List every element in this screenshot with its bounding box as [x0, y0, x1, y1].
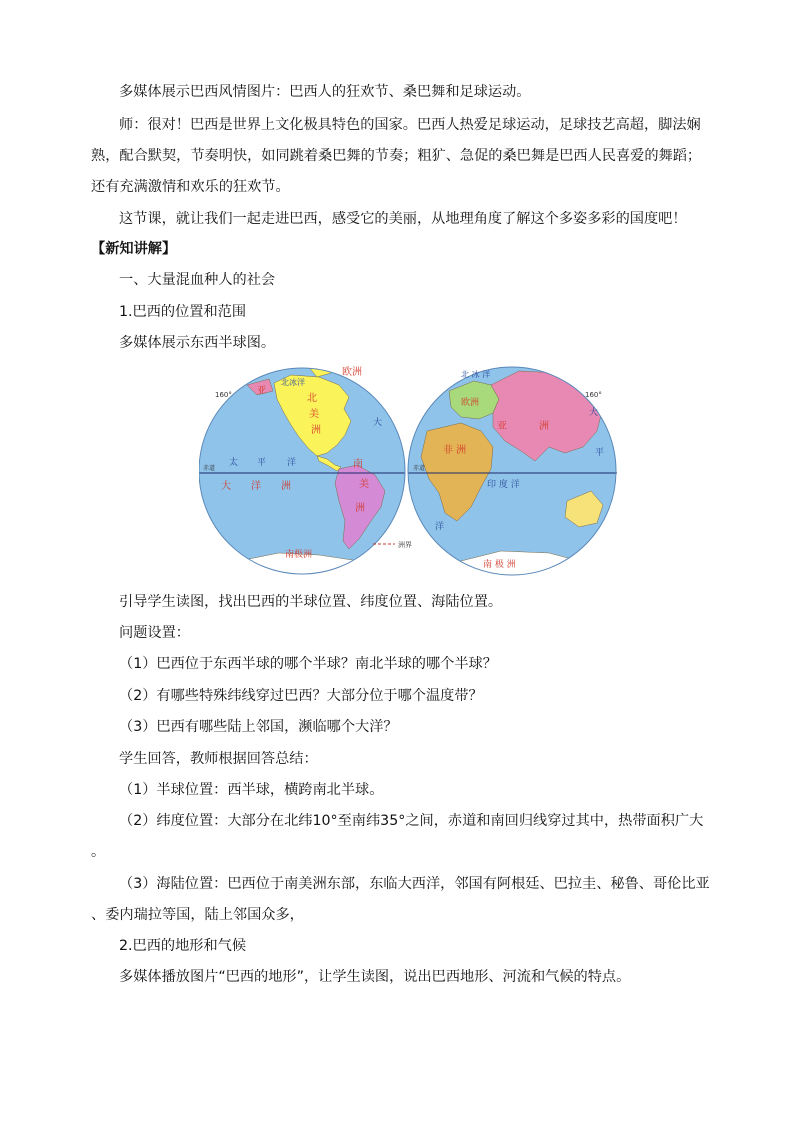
- answer-3-line2: 、委内瑞拉等国，陆上邻国众多，: [91, 907, 304, 923]
- paragraph-show-hemisphere-map: 多媒体展示东西半球图。: [119, 335, 276, 351]
- label-atlantic-east: 洋: [435, 522, 445, 532]
- paragraph-terrain-image: 多媒体播放图片“巴西的地形”，让学生读图，说出巴西地形、河流和气候的特点。: [119, 969, 631, 985]
- label-south-america-mei: 美: [359, 479, 369, 490]
- answer-2-line1: （2）纬度位置：大部分在北纬10°至南纬35°之间，赤道和南回归线穿过其中，热带面积广大: [119, 813, 704, 829]
- question-2: （2）有哪些特殊纬线穿过巴西？大部分位于哪个温度带？: [119, 688, 483, 704]
- label-africa: 非 洲: [443, 445, 467, 456]
- heading-terrain-climate: 2.巴西的地形和气候: [119, 938, 247, 954]
- label-south-america-zhou: 洲: [355, 503, 365, 514]
- label-atlantic-da: 大: [373, 418, 383, 428]
- boundary-legend: [373, 540, 412, 549]
- label-antarctica-west: 南极洲: [285, 550, 313, 560]
- label-north-america-mei: 美: [309, 409, 319, 420]
- label-pacific-yang: 洋: [287, 458, 297, 468]
- paragraph-intro: 这节课，就让我们一起走进巴西，感受它的美丽，从地理角度了解这个多姿多彩的国度吧！: [119, 211, 687, 227]
- paragraph-student-answer: 学生回答，教师根据回答总结：: [119, 751, 318, 767]
- label-oceania-zhou: 洲: [281, 481, 291, 492]
- label-europe-east: 欧洲: [461, 398, 480, 408]
- section-heading-new-knowledge: 【新知讲解】: [91, 241, 177, 257]
- label-oceania-da: 大: [221, 481, 231, 492]
- answer-1: （1）半球位置：西半球，横跨南北半球。: [119, 782, 384, 798]
- label-south: 南: [353, 459, 363, 470]
- label-arctic-ocean-west: 北冰洋: [281, 378, 305, 387]
- label-equator-west: 赤道: [203, 465, 216, 472]
- label-asia-east-ya: 亚: [497, 421, 507, 432]
- paragraph-teacher-line1: 师：很对！巴西是世界上文化极具特色的国家。巴西人热爱足球运动，足球技艺高超，脚法娴: [119, 117, 701, 133]
- question-1: （1）巴西位于东西半球的哪个半球？南北半球的哪个半球？: [119, 656, 497, 672]
- label-longitude-west: 160°: [215, 391, 232, 399]
- label-asia-east-zhou: 洲: [539, 421, 549, 432]
- boundary-legend-label: 洲界: [398, 541, 412, 549]
- label-oceania-yang: 洋: [251, 481, 261, 492]
- hemisphere-map: [199, 361, 619, 577]
- label-pacific-east-ping: 平: [595, 448, 605, 458]
- answer-2-line2: 。: [91, 844, 106, 860]
- heading-location-range: 1.巴西的位置和范围: [119, 304, 247, 320]
- paragraph-teacher-line3: 还有充满激情和欢乐的狂欢节。: [91, 179, 290, 195]
- heading-mixed-race-society: 一、大量混血种人的社会: [119, 272, 276, 288]
- paragraph-multimedia-brazil: 多媒体展示巴西风情图片：巴西人的狂欢节、桑巴舞和足球运动。: [119, 84, 531, 100]
- question-3: （3）巴西有哪些陆上邻国，濒临哪个大洋？: [119, 719, 398, 735]
- label-pacific-east-da: 大: [589, 408, 599, 418]
- answer-3-line1: （3）海陆位置：巴西位于南美洲东部，东临大西洋，邻国有阿根廷、巴拉圭、秘鲁、哥伦比亚: [119, 876, 710, 892]
- label-longitude-east: 160°: [585, 391, 602, 399]
- label-north: 北: [307, 393, 317, 404]
- label-pacific-ping: 平: [257, 458, 267, 468]
- label-north-america-zhou: 洲: [311, 425, 321, 436]
- label-equator-east: 赤道: [413, 465, 426, 472]
- label-antarctica-east: 南 极 洲: [483, 560, 516, 570]
- label-arctic-ocean-east: 北 冰 洋: [461, 370, 491, 379]
- label-europe-top: 欧洲: [342, 367, 362, 378]
- paragraph-teacher-line2: 熟，配合默契，节奏明快，如同跳着桑巴舞的节奏；粗犷、急促的桑巴舞是巴西人民喜爱的舞蹈；: [91, 148, 702, 164]
- paragraph-question-setting: 问题设置：: [119, 625, 190, 641]
- label-asia-west: 亚: [257, 386, 267, 396]
- label-indian-ocean: 印 度 洋: [487, 480, 520, 490]
- paragraph-guide-reading: 引导学生读图，找出巴西的半球位置、纬度位置、海陆位置。: [119, 594, 503, 610]
- label-pacific-tai: 太: [229, 458, 239, 468]
